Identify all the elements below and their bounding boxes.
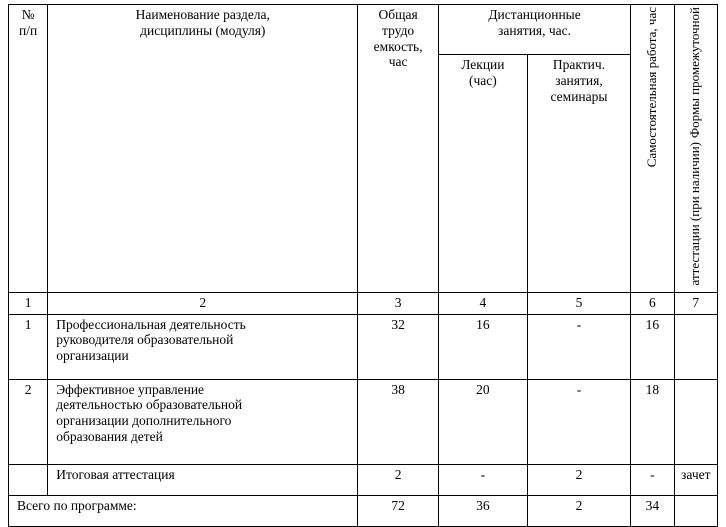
row-self-study: 16 (631, 314, 674, 379)
column-number-row (9, 292, 718, 314)
column-number-7: 7 (674, 292, 717, 314)
header-total-line1: Общая (378, 7, 418, 22)
column-number-1: 1 (9, 292, 48, 314)
header-total-line3: емкость, (373, 38, 423, 54)
table-body (9, 292, 718, 526)
row-name-line: Итоговая аттестация (56, 466, 175, 482)
table-row (9, 464, 718, 495)
table-row (9, 314, 718, 379)
curriculum-table (8, 4, 718, 527)
footer-lectures: 36 (438, 495, 527, 526)
row-discipline-name (48, 379, 358, 464)
column-number-2: 2 (48, 292, 358, 314)
header-forms-line1: Формы промежуточной (687, 7, 703, 139)
header-cell-lectures (438, 55, 527, 292)
footer-total-hours: 72 (358, 495, 439, 526)
row-practical: - (527, 314, 630, 379)
row-name-line: образования детей (56, 428, 163, 444)
row-discipline-name (48, 464, 358, 495)
header-cell-distance-learning (438, 5, 630, 55)
header-row-main (9, 5, 718, 55)
row-assessment-form (674, 379, 717, 464)
row-assessment-form (674, 314, 717, 379)
column-number-4: 4 (438, 292, 527, 314)
footer-practical: 2 (527, 495, 630, 526)
row-name-line: организации дополнительного (56, 413, 232, 429)
header-cell-number (9, 5, 48, 293)
header-lectures-line1: Лекции (461, 57, 505, 73)
row-name-line: деятельностью образовательной (56, 397, 243, 413)
footer-self-study: 34 (631, 495, 674, 526)
row-name-line: руководителя образовательной (56, 332, 234, 348)
header-self-study-text: Самостоятельная работа, час (643, 7, 659, 168)
row-total-hours: 2 (358, 464, 439, 495)
header-cell-assessment-forms (674, 5, 717, 293)
header-distance-line2: занятия, час. (498, 22, 572, 38)
header-practical-line1: Практич. (552, 57, 606, 73)
row-total-hours: 38 (358, 379, 439, 464)
header-forms-line2: аттестации (при наличии) (687, 142, 703, 286)
header-name-line1: Наименование раздела, (135, 7, 270, 22)
row-lectures: - (438, 464, 527, 495)
header-cell-total-hours (358, 5, 439, 293)
header-practical-line3: семинары (550, 88, 608, 104)
table-footer-row (9, 495, 718, 526)
header-total-line2: трудо (382, 22, 415, 38)
header-cell-self-study (631, 5, 674, 293)
row-total-hours: 32 (358, 314, 439, 379)
header-practical-line2: занятия, (555, 73, 603, 89)
row-number (9, 464, 48, 495)
header-distance-line1: Дистанционные (488, 7, 581, 22)
row-practical: 2 (527, 464, 630, 495)
table-row (9, 379, 718, 464)
footer-label: Всего по программе: (9, 495, 358, 526)
column-number-6: 6 (631, 292, 674, 314)
header-lectures-line2: (час) (468, 73, 497, 89)
row-lectures: 16 (438, 314, 527, 379)
row-assessment-form: зачет (674, 464, 717, 495)
row-discipline-name (48, 314, 358, 379)
row-name-line: организации (56, 348, 129, 364)
header-number-line2: п/п (19, 22, 38, 38)
row-number: 2 (9, 379, 48, 464)
header-number-line1: № (21, 7, 35, 22)
header-name-line2: дисциплины (модуля) (140, 22, 266, 38)
column-number-3: 3 (358, 292, 439, 314)
document-page (0, 4, 726, 513)
row-self-study: - (631, 464, 674, 495)
footer-assessment-form (674, 495, 717, 526)
row-self-study: 18 (631, 379, 674, 464)
table-header (9, 5, 718, 293)
column-number-5: 5 (527, 292, 630, 314)
header-cell-practical (527, 55, 630, 292)
row-name-line: Профессиональная деятельность (56, 316, 246, 332)
row-lectures: 20 (438, 379, 527, 464)
row-name-line: Эффективное управление (56, 381, 205, 397)
row-practical: - (527, 379, 630, 464)
row-number: 1 (9, 314, 48, 379)
header-cell-name (48, 5, 358, 293)
header-total-line4: час (388, 54, 408, 70)
